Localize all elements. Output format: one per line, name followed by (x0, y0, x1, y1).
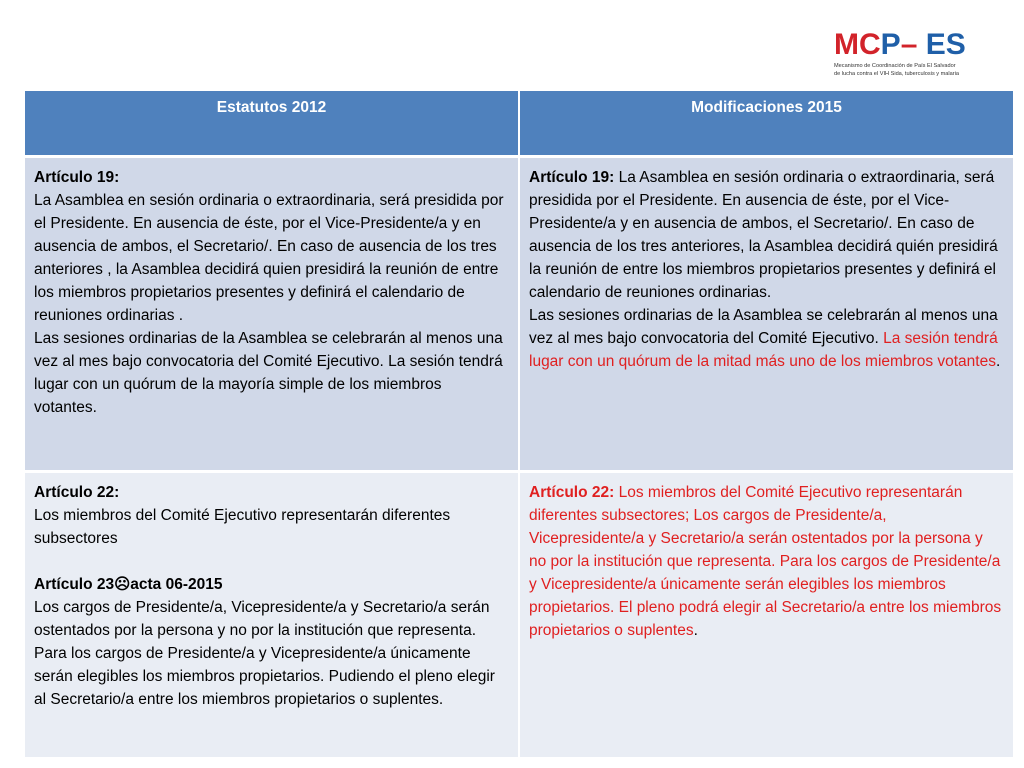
article-text: Los miembros del Comité Ejecutivo representarán diferentes subsectores (34, 507, 451, 547)
logo-m: M (834, 28, 859, 61)
article-body: Las sesiones ordinarias de la Asamblea se celebrarán al menos una vez al mes bajo convocatoria del Comité Ejecutivo. (529, 307, 998, 347)
logo-wordmark (834, 28, 984, 62)
spacer (34, 550, 508, 573)
article-body: La Asamblea en sesión ordinaria o extraordinaria, será presidida por el Presidente. En ausencia de éste, por el Vice-Presidente/a y en ausencia de ambos, el Secretario/. En caso de ausencia de los tres anteriores, la Asamblea decidirá quién presidirá la reunión de entre los miembros propietarios presentes y definirá el calendario de reuniones ordinarias. (529, 169, 998, 301)
comparison-table (25, 91, 1013, 760)
cell-2015-articulo-19 (519, 157, 1013, 472)
mcp-es-logo (834, 28, 984, 86)
article-text (529, 304, 1003, 373)
logo-p: P (880, 28, 901, 61)
article-text (529, 481, 1003, 642)
modified-text: Los miembros del Comité Ejecutivo representarán diferentes subsectores; Los cargos de Presidente/a, Vicepresidente/a y Secretario/a serán ostentados por la persona y no por la institución que representa. Para los cargos de Presidente/a y Vicepresidente/a únicamente serán elegibles los miembros propietarios. El pleno podrá elegir al Secretario/a entre los miembros propietarios o suplentes (529, 484, 1002, 639)
article-body-end: . (693, 622, 698, 639)
logo-dash: – (900, 28, 918, 61)
article-title: Artículo 22: (34, 484, 120, 501)
cell-2015-articulo-22 (519, 472, 1013, 759)
logo-es: ES (917, 28, 966, 61)
article-text: La Asamblea en sesión ordinaria o extraordinaria, será presidida por el Presidente. En ausencia de éste, por el Vice-Presidente/a y en ausencia de ambos, el Secretario/. En caso de ausencia de los tres anteriores , la Asamblea decidirá quien presidirá la reunión de entre los miembros propietarios presentes y definirá el calendario de reuniones ordinarias . (34, 192, 504, 324)
logo-c: C (859, 28, 881, 61)
article-body-end: . (995, 353, 1001, 370)
header-estatutos-2012: Estatutos 2012 (25, 91, 519, 157)
article-title: Artículo 23☹acta 06-2015 (34, 576, 223, 593)
table-row (25, 157, 1013, 472)
modified-text: La sesión tendrá lugar con un quórum de la mitad más uno de los miembros votantes (529, 330, 998, 370)
cell-2012-articulo-19 (25, 157, 519, 472)
article-text (529, 166, 1003, 304)
article-text: Los cargos de Presidente/a, Vicepresidente/a y Secretario/a serán ostentados por la persona y no por la institución que representa. Para los cargos de Presidente/a y Vicepresidente/a únicamente serán elegibles los miembros propietarios. Pudiendo el pleno elegir al Secretario/a entre los miembros propietarios o suplentes. (34, 599, 495, 708)
table-row (25, 472, 1013, 759)
logo-subtitle-1: Mecanismo de Coordinación de País El Salvador (834, 63, 956, 69)
cell-2012-articulo-22-23 (25, 472, 519, 759)
header-modificaciones-2015: Modificaciones 2015 (519, 91, 1013, 157)
logo-subtitle-2: de lucha contra el VIH Sida, tuberculosis y malaria (834, 70, 959, 77)
article-title: Artículo 19: (529, 169, 615, 186)
article-text: Las sesiones ordinarias de la Asamblea se celebrarán al menos una vez al mes bajo convocatoria del Comité Ejecutivo. La sesión tendrá lugar con un quórum de la mayoría simple de los miembros votantes. (34, 330, 503, 416)
article-title: Artículo 19: (34, 169, 120, 186)
article-title: Artículo 22: (529, 484, 615, 501)
